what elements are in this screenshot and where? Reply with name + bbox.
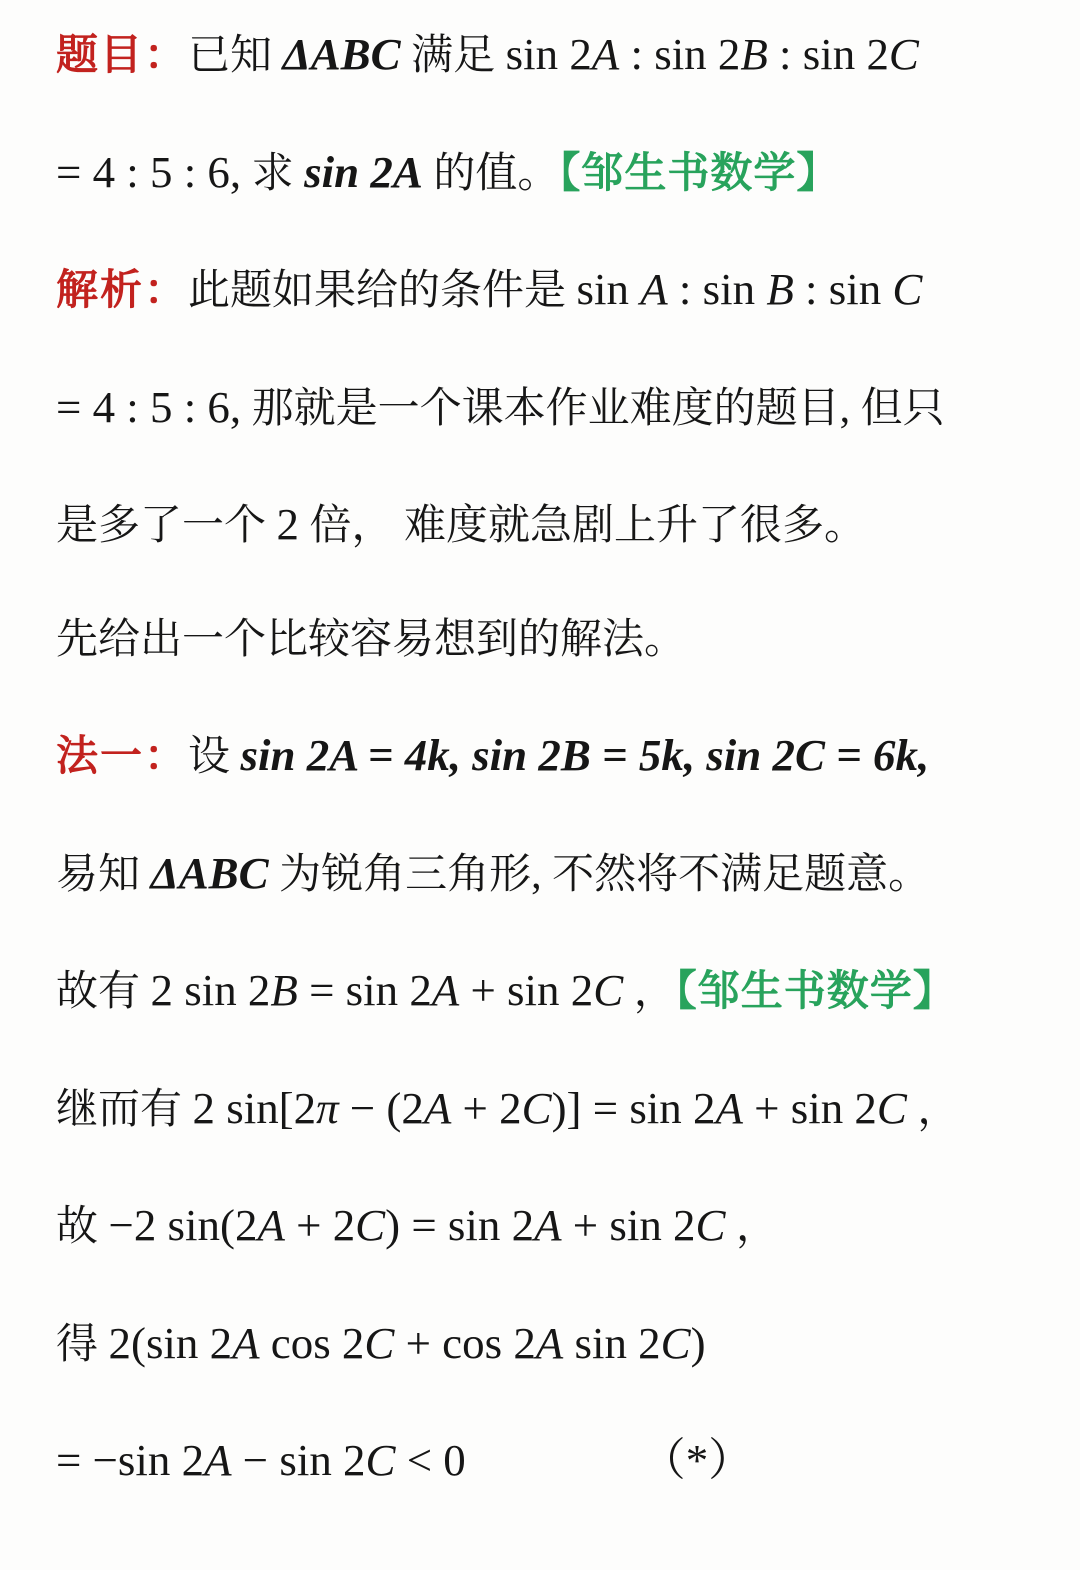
math-run: A xyxy=(204,1435,232,1485)
math-run: A xyxy=(431,965,460,1015)
math-run: = sin 2 xyxy=(297,965,432,1015)
math-run: : sin xyxy=(793,264,893,314)
math-run: C xyxy=(660,1317,691,1368)
math-run: 2 sin 2 xyxy=(150,965,271,1015)
math-run: + 2 xyxy=(451,1082,522,1133)
method1-line-4 xyxy=(56,1080,1040,1137)
math-run: = 4 : 5 : 6, xyxy=(56,146,242,197)
math-run: ) xyxy=(690,1317,706,1368)
math-run: sin 2A = 4k, sin 2B = 5k, sin 2C = 6k, xyxy=(240,730,930,780)
method1-line-2 xyxy=(56,845,1040,902)
math-run: + sin 2 xyxy=(459,965,594,1015)
text-run: 故 xyxy=(56,1204,109,1250)
text-run: 倍， 难度就急剧上升了很多。 xyxy=(298,503,866,549)
problem-line-2 xyxy=(56,144,1040,201)
math-run: : sin 2 xyxy=(619,29,741,79)
math-run: < 0 xyxy=(395,1435,466,1485)
math-run: : sin xyxy=(667,264,767,314)
math-run: ΔABC xyxy=(282,29,401,79)
math-run: cos 2 xyxy=(259,1317,365,1368)
text-run: 得 xyxy=(56,1321,109,1368)
math-run: C xyxy=(888,29,919,79)
math-run: C xyxy=(365,1435,396,1485)
method1-line-5 xyxy=(56,1197,1040,1254)
math-run: B xyxy=(270,965,298,1015)
math-run: : sin 2 xyxy=(767,29,889,79)
math-run: 2(sin 2 xyxy=(108,1317,233,1368)
math-run: C xyxy=(876,1082,907,1133)
math-run: + 2 xyxy=(284,1200,356,1250)
math-run: sin 2A xyxy=(304,146,423,197)
math-run: + cos 2 xyxy=(394,1317,536,1368)
method1-line-3 xyxy=(56,962,1040,1019)
method1-line-1 xyxy=(56,727,1040,784)
math-run: 2 sin[2 xyxy=(192,1082,317,1133)
math-run: A xyxy=(534,1200,562,1250)
analysis-line-3 xyxy=(56,496,1040,553)
math-run: −2 sin(2 xyxy=(108,1200,258,1250)
math-run: A xyxy=(535,1317,564,1368)
text-run: 为锐角三角形, 不然将不满足题意。 xyxy=(268,851,931,898)
text-run: 是多了一个 xyxy=(56,503,277,549)
method1-label: 法一： xyxy=(56,734,189,780)
math-run: A xyxy=(423,1082,452,1133)
text-run: 故有 xyxy=(56,969,151,1015)
text-run: 满足 xyxy=(400,33,506,79)
math-run: A xyxy=(257,1200,285,1250)
math-run: C xyxy=(364,1317,395,1368)
text-run: 设 xyxy=(188,734,241,780)
math-run: ΔABC xyxy=(150,847,269,898)
problem-line-1 xyxy=(56,26,1040,83)
math-run: )] = sin 2 xyxy=(551,1082,716,1133)
analysis-line-4 xyxy=(56,614,1040,667)
math-run: − sin 2 xyxy=(231,1435,366,1485)
math-run: + sin 2 xyxy=(742,1082,877,1133)
text-run: 易知 xyxy=(56,851,151,898)
math-run: = −sin 2 xyxy=(56,1435,205,1485)
math-run: C xyxy=(593,965,624,1015)
text-run: ， xyxy=(725,1204,778,1250)
text-run: 已知 xyxy=(188,33,283,79)
analysis-line-1 xyxy=(56,261,1040,318)
math-run: sin 2 xyxy=(563,1317,661,1368)
text-run: 先给出一个比较容易想到的解法。 xyxy=(56,616,687,663)
math-run: A xyxy=(715,1082,743,1133)
math-run: sin xyxy=(576,264,641,314)
problem-label: 题目： xyxy=(56,33,189,79)
math-run: C xyxy=(355,1200,386,1250)
math-run: C xyxy=(521,1082,552,1133)
star-equation-tag: （*） xyxy=(640,1435,754,1485)
method1-line-6 xyxy=(56,1315,1040,1372)
math-run: π xyxy=(316,1082,339,1133)
math-run: = 4 : 5 : 6, xyxy=(56,381,242,432)
math-run: ) = sin 2 xyxy=(385,1200,535,1250)
text-run: 求 xyxy=(241,150,305,197)
text-run: ， xyxy=(906,1086,960,1133)
math-run: A xyxy=(591,29,620,79)
text-run: ， xyxy=(623,969,676,1015)
text-run: 那就是一个课本作业难度的题目, 但只 xyxy=(241,385,945,432)
math-run: C xyxy=(892,264,923,314)
math-run: − (2 xyxy=(338,1082,424,1133)
method1-line-7 xyxy=(56,1432,1040,1489)
brand-watermark: 【邹生书数学】 xyxy=(559,150,840,197)
text-run: 的值。 xyxy=(422,150,560,197)
text-run: 此题如果给的条件是 xyxy=(188,268,577,314)
math-run: C xyxy=(695,1200,726,1250)
math-run: 2 xyxy=(276,499,299,549)
math-run: B xyxy=(740,29,768,79)
brand-watermark: 【邹生书数学】 xyxy=(675,969,956,1015)
math-run: + sin 2 xyxy=(561,1200,696,1250)
math-run: A xyxy=(640,264,668,314)
analysis-line-2 xyxy=(56,379,1040,436)
math-run: B xyxy=(766,264,794,314)
text-run: 继而有 xyxy=(56,1086,193,1133)
math-run: sin 2 xyxy=(505,29,592,79)
analysis-label: 解析： xyxy=(56,268,189,314)
math-run: A xyxy=(232,1317,260,1368)
